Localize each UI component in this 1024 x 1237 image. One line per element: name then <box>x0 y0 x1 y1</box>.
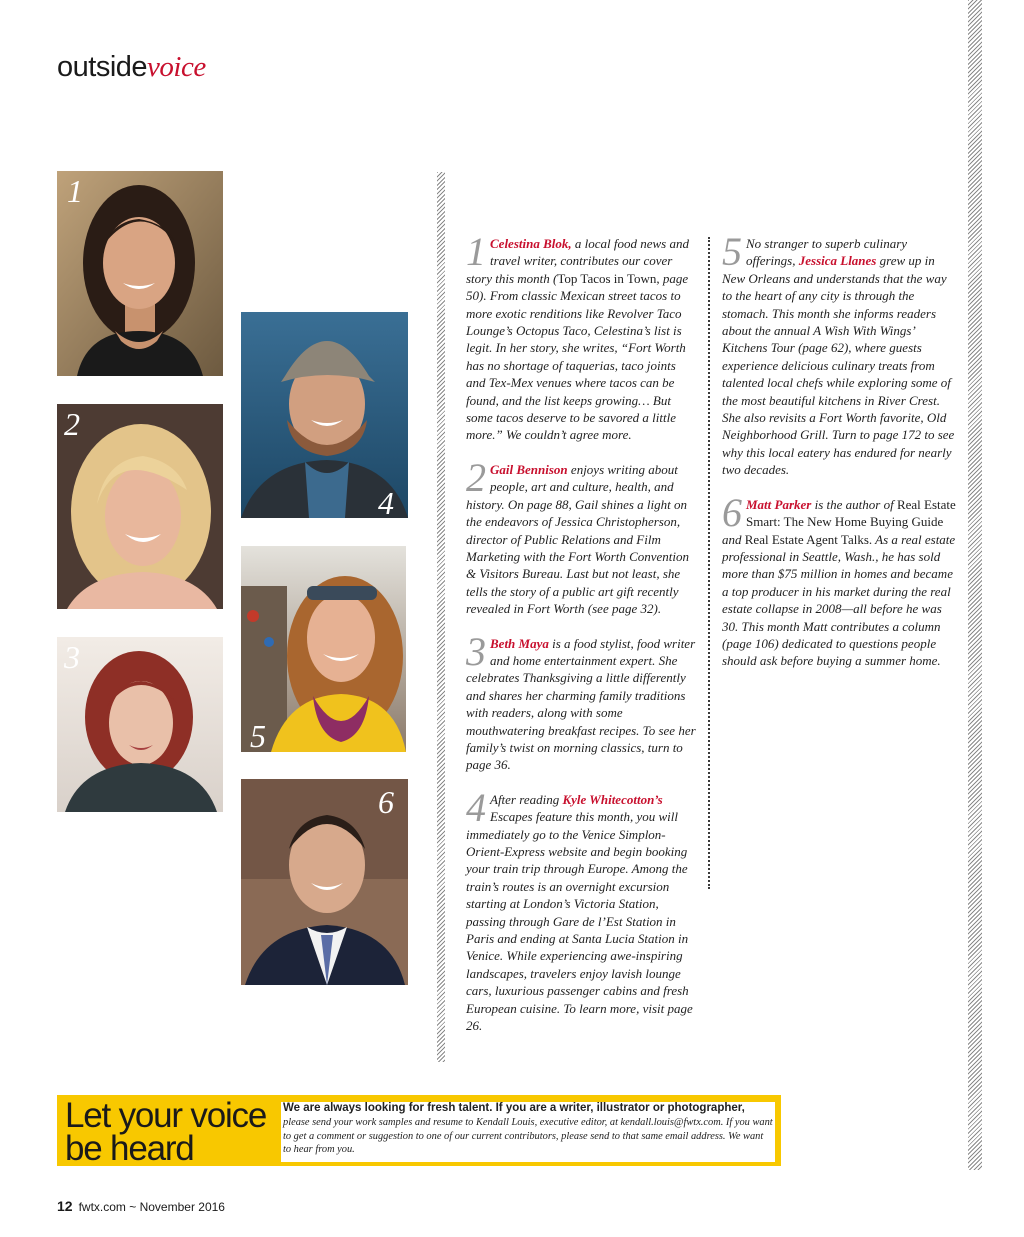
contributor-name: Matt Parker <box>746 496 812 512</box>
contributor-entry-2: 2 Gail Bennison enjoys writing about people, art and culture, health, and history. On page 88, Gail shines a light on the endeavors of Jessica Christopherson, director of Public Relations and Film Marketing with the Fort Worth Convention & Visitors Bureau. Last but not least, she tells the story of a public art gift recently revealed in Fort Worth (see page 32). <box>466 454 690 617</box>
footer-text: fwtx.com ~ November 2016 <box>78 1200 225 1214</box>
photo-number-5: 5 <box>250 718 266 754</box>
dropcap-3: 3 <box>466 628 486 674</box>
section-masthead <box>57 50 206 84</box>
dropcap-1: 1 <box>466 229 486 274</box>
contributor-name: Beth Maya <box>490 635 549 651</box>
masthead-voice: voice <box>147 51 206 83</box>
photo-number-4: 4 <box>378 485 394 521</box>
contributor-name: Gail Bennison <box>490 461 568 477</box>
photo-number-6: 6 <box>378 784 394 820</box>
contributor-entry-5: 5 No stranger to superb culinary offerings, Jessica Llanes grew up in New Orleans and understands that the way to the heart of any city is through the stomach. This month she informs readers about the annual A Wish With Wings’ Kitchens Tour (page 62), where guests experience delicious culinary treats from talented local chefs while exploring some of the most beautiful kitchens in River Crest. She also revisits a Fort Worth favorite, Old Neighborhood Grill. Turn to page 172 to see why this local eatery has endured for nearly two decades. <box>722 229 955 478</box>
contributor-photo-3 <box>57 637 223 812</box>
photo-number-2: 2 <box>64 406 80 442</box>
column-divider-hatch-bar <box>437 172 445 1062</box>
banner-text: please send your work samples and resume to Kendall Louis, executive editor, at kendall.louis@fwtx.com. If you want to get a comment or suggestion to one of our current contributors, please send to that same email address. We want to hear from you. <box>283 1116 773 1156</box>
contributor-entry-6: 6 Matt Parker is the author of Real Estate Smart: The New Home Buying Guide and Real Estate Agent Talks. As a real estate professional in Seattle, Wash., he has sold more than $75 million in homes and became a top producer in his market during the real estate collapse in 2008—all before he was 30. This month Matt contributes a column (page 106) dedicated to questions people should ask before buying a summer home. <box>722 489 956 669</box>
text-column-right <box>722 229 956 687</box>
banner-lead: We are always looking for fresh talent. If you are a writer, illustrator or photographer, <box>283 1102 745 1114</box>
call-for-talent-banner <box>57 1095 781 1166</box>
dropcap-4: 4 <box>466 784 486 830</box>
contributor-entry-1: 1 Celestina Blok, a local food news and travel writer, contributes our cover story this month (Top Tacos in Town, page 50). From classic Mexican street tacos to more exotic renditions like Revolver Taco Lounge’s Octopus Taco, Celestina’s list is legit. In her story, she writes, “Fort Worth has no shortage of taquerias, taco joints and Tex-Mex venues where tacos can be found, and the list keeps growing… But some tacos deserve to be savored a little more.” We couldn’t agree more. <box>466 229 689 443</box>
dropcap-5: 5 <box>722 229 742 274</box>
column-divider-dots <box>708 237 710 889</box>
text-column-left <box>466 229 698 1051</box>
photo-number-1: 1 <box>67 173 83 209</box>
contributor-photo-2 <box>57 404 223 609</box>
right-edge-hatch-bar <box>968 0 982 1170</box>
dropcap-6: 6 <box>722 489 742 535</box>
contributor-name: Jessica Llanes <box>798 253 877 269</box>
contributor-entry-4: 4 After reading Kyle Whitecotton’s Escapes feature this month, you will immediately go to the Venice Simplon-Orient-Express website and begin booking your train trip through Europe. Among the train’s routes is an overnight excursion starting at London’s Victoria Station, passing through Gare de l’Est Station in Paris and ending at Santa Lucia Station in Venice. While experiencing awe-inspiring landscapes, travelers enjoy lavish lounge cars, luxurious passenger cabins and fresh European cuisine. To learn more, visit page 26. <box>466 784 693 1034</box>
contributor-entry-3: 3 Beth Maya is a food stylist, food writer and home entertainment expert. She celebrates Thanksgiving a little differently and shares her charming family traditions with readers, along with some mouthwatering breakfast recipes. To see her family’s twist on morning classics, turn to page 36. <box>466 628 696 773</box>
page-footer <box>57 1198 225 1214</box>
page-number: 12 <box>57 1198 73 1214</box>
photo-number-3: 3 <box>64 639 80 675</box>
contributor-name: Kyle Whitecotton’s <box>562 791 663 807</box>
contributor-name: Celestina Blok, <box>490 236 572 251</box>
banner-title: Let your voice be heard <box>65 1096 267 1168</box>
dropcap-2: 2 <box>466 454 486 500</box>
banner-body <box>281 1102 775 1162</box>
masthead-outside: outside <box>57 51 148 83</box>
